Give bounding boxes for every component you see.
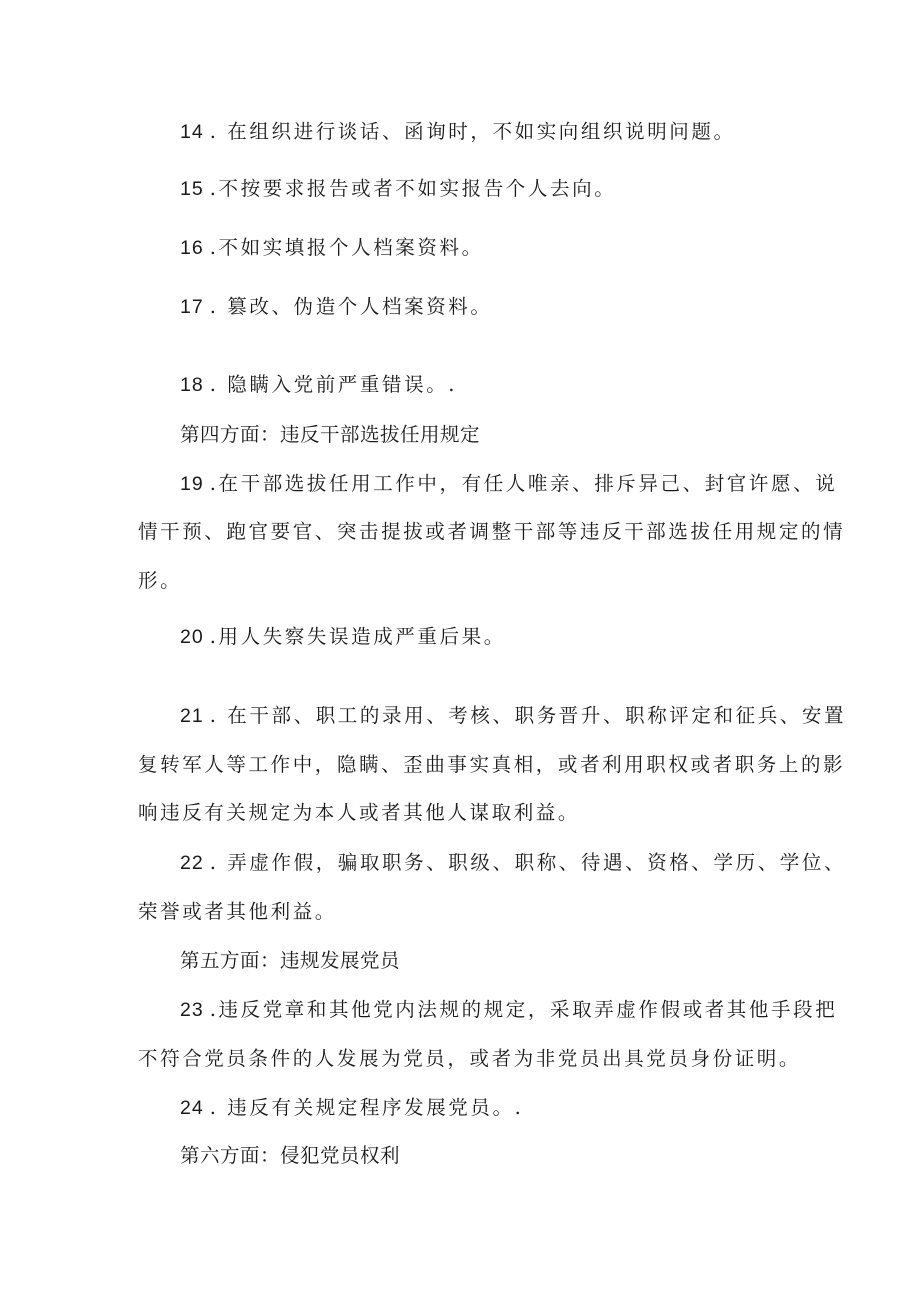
item-number: 23 bbox=[180, 999, 204, 1021]
item-22 bbox=[0, 853, 920, 874]
item-number: 17 bbox=[180, 296, 204, 318]
item-14 bbox=[0, 122, 920, 143]
item-number: 19 bbox=[180, 473, 204, 495]
item-19-line-3: 形。 bbox=[138, 569, 183, 592]
item-number: 20 bbox=[180, 626, 204, 648]
item-24 bbox=[0, 1098, 920, 1119]
item-19 bbox=[0, 474, 920, 495]
item-number: 24 bbox=[180, 1097, 204, 1119]
item-number: 14 bbox=[180, 121, 204, 143]
item-text: .在干部选拔任用工作中，有任人唯亲、排斥异己、封官许愿、说 bbox=[209, 472, 838, 495]
item-21-line-3: 响违反有关规定为本人或者其他人谋取利益。 bbox=[138, 801, 581, 824]
item-16 bbox=[0, 238, 920, 259]
item-21-line-2: 复转军人等工作中，隐瞒、歪曲事实真相，或者利用职权或者职务上的影 bbox=[138, 753, 846, 776]
item-22-line-2: 荣誉或者其他利益。 bbox=[138, 900, 337, 923]
section-heading-5: 第五方面：违规发展党员 bbox=[180, 949, 401, 972]
item-number: 22 bbox=[180, 852, 204, 874]
item-text: .违反党章和其他党内法规的规定，采取弄虚作假或者其他手段把 bbox=[209, 998, 838, 1021]
item-text: .不如实填报个人档案资料。 bbox=[209, 236, 484, 259]
item-text: . 弄虚作假，骗取职务、职级、职称、待遇、资格、学历、学位、 bbox=[209, 851, 847, 874]
item-text: . 篡改、伪造个人档案资料。 bbox=[209, 295, 493, 318]
item-text: . 违反有关规定程序发展党员。. bbox=[209, 1096, 524, 1119]
item-number: 16 bbox=[180, 237, 204, 259]
item-19-line-2: 情干预、跑官要官、突击提拔或者调整干部等违反干部选拔任用规定的情 bbox=[138, 520, 846, 543]
item-number: 18 bbox=[180, 374, 204, 396]
item-21 bbox=[0, 706, 920, 727]
item-number: 15 bbox=[180, 178, 204, 200]
item-text: .用人失察失误造成严重后果。 bbox=[209, 625, 506, 648]
item-text: . 隐瞒入党前严重错误。. bbox=[209, 373, 458, 396]
item-18 bbox=[0, 375, 920, 396]
item-15 bbox=[0, 179, 920, 200]
item-text: . 在组织进行谈话、函询时，不如实向组织说明问题。 bbox=[209, 120, 736, 143]
item-number: 21 bbox=[180, 705, 204, 727]
item-23-line-2: 不符合党员条件的人发展为党员，或者为非党员出具党员身份证明。 bbox=[138, 1047, 802, 1070]
item-17 bbox=[0, 297, 920, 318]
item-text: . 在干部、职工的录用、考核、职务晋升、职称评定和征兵、安置 bbox=[209, 704, 847, 727]
item-20 bbox=[0, 627, 920, 648]
item-text: .不按要求报告或者不如实报告个人去向。 bbox=[209, 177, 617, 200]
section-heading-6: 第六方面：侵犯党员权利 bbox=[180, 1144, 401, 1167]
section-heading-4: 第四方面：违反干部选拔任用规定 bbox=[180, 423, 481, 446]
item-23 bbox=[0, 1000, 920, 1021]
